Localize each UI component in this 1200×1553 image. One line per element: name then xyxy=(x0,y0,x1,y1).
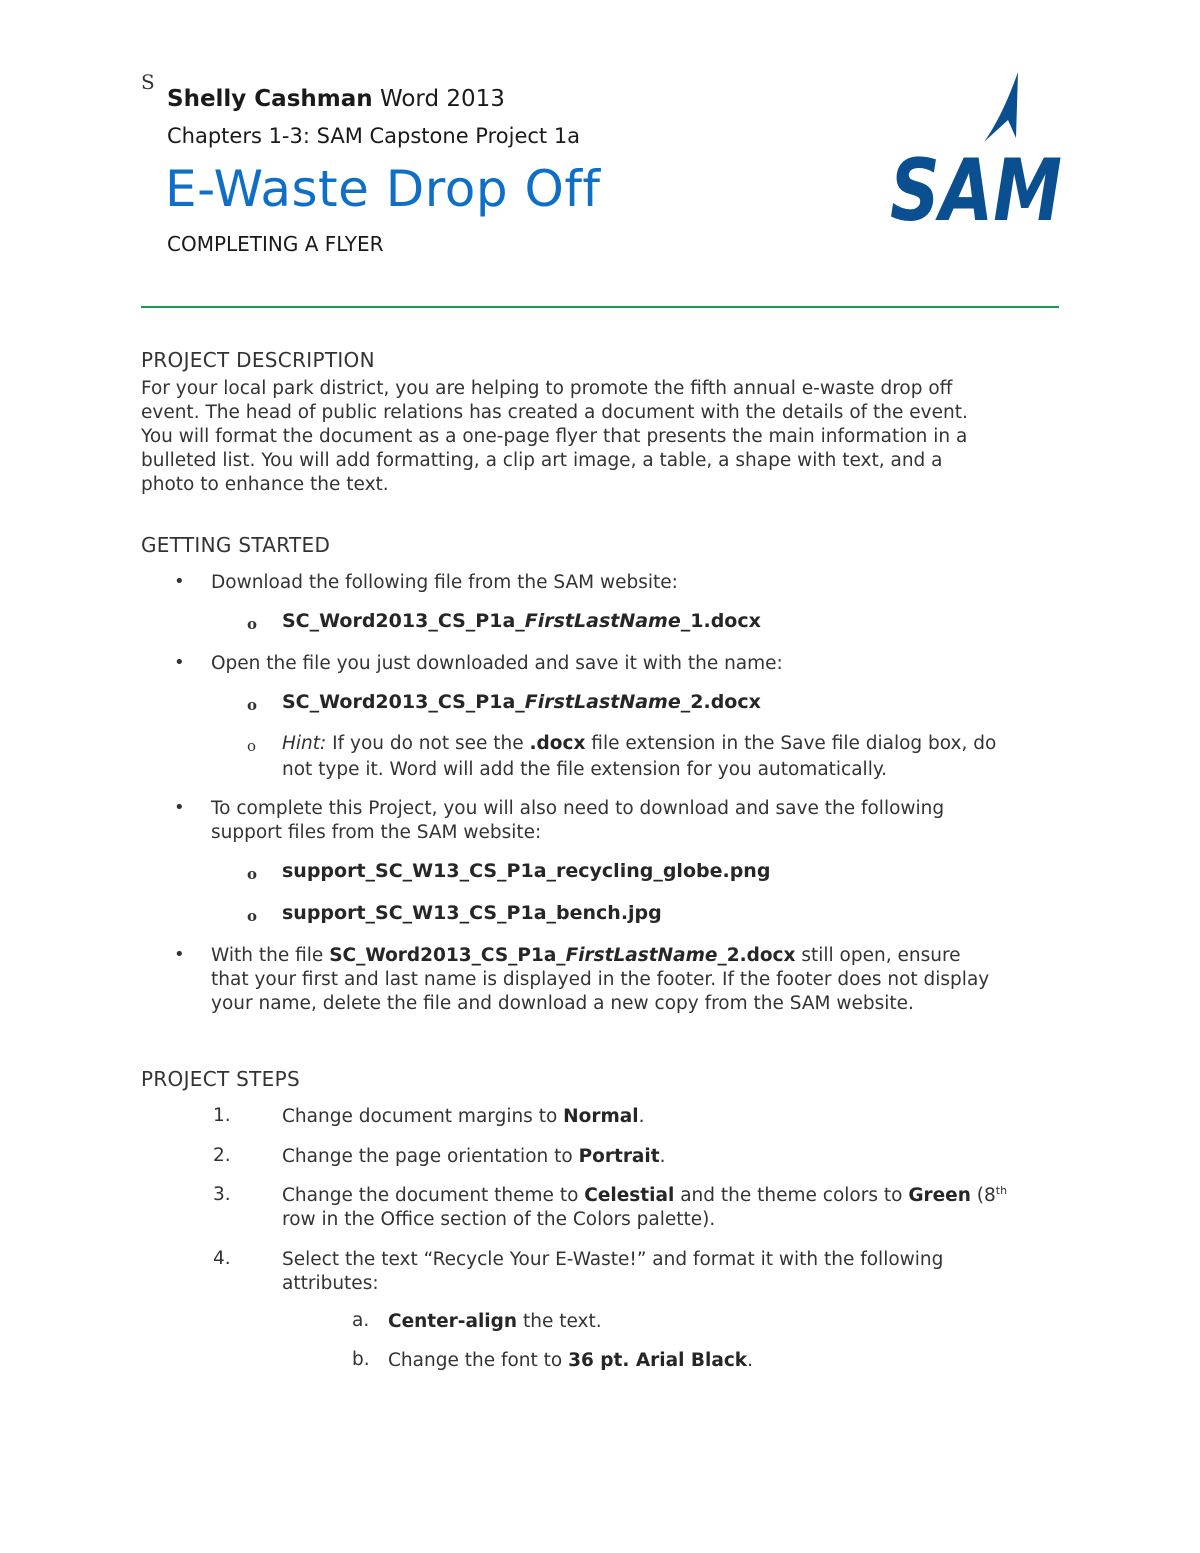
sub-bullet-icon: o xyxy=(247,907,258,925)
header-divider xyxy=(141,306,1059,308)
substep-a xyxy=(388,1310,602,1334)
filename-prefix: SC_Word2013_CS_P1a_ xyxy=(329,945,566,966)
superscript: th xyxy=(995,1183,1008,1197)
bullet-icon: • xyxy=(174,944,185,965)
substep-b xyxy=(388,1349,753,1373)
sub-bullet-icon: o xyxy=(247,737,257,755)
text-part: . xyxy=(659,1146,666,1167)
text-part: Change the font to xyxy=(388,1350,569,1371)
bullet-line: that your first and last name is displayed in the footer. If the footer does not display xyxy=(211,969,990,990)
step-line: attributes: xyxy=(282,1273,379,1294)
emphasis: Portrait xyxy=(578,1146,660,1167)
description-line: bulleted list. You will add formatting, a clip art image, a table, a shape with text, and a xyxy=(141,450,943,471)
description-line: photo to enhance the text. xyxy=(141,474,389,495)
filename-1 xyxy=(282,610,761,632)
step-number: 3. xyxy=(213,1184,231,1205)
bullet-icon: • xyxy=(174,797,185,818)
description-line: You will format the document as a one-page flyer that presents the main information in a xyxy=(141,426,968,447)
step-number: 1. xyxy=(213,1105,231,1126)
product-name: Word 2013 xyxy=(372,86,505,112)
text-part: Change the page orientation to xyxy=(282,1146,579,1167)
bullet-open-save: Open the file you just downloaded and save it with the name: xyxy=(211,653,783,674)
bullet-line xyxy=(211,944,1061,968)
text-part: With the file xyxy=(211,945,330,966)
bullet-footer-check xyxy=(211,944,1061,1016)
text-part: still open, ensure xyxy=(795,945,961,966)
header-line-1 xyxy=(167,86,505,112)
emphasis: Normal xyxy=(563,1106,639,1127)
description-paragraph xyxy=(141,377,1061,497)
hint-label: Hint: xyxy=(282,733,327,754)
bullet-line: support files from the SAM website: xyxy=(211,822,542,843)
hint-part: file extension in the Save file dialog box, do xyxy=(585,733,997,754)
substep-letter: b. xyxy=(352,1349,370,1370)
sub-bullet-icon: o xyxy=(247,696,258,714)
bullet-line: To complete this Project, you will also need to download and save the following xyxy=(211,798,945,819)
support-file-2: support_SC_W13_CS_P1a_bench.jpg xyxy=(282,902,662,924)
section-heading-description: PROJECT DESCRIPTION xyxy=(141,348,375,372)
step-4 xyxy=(282,1248,1062,1296)
emphasis: 36 pt. Arial Black xyxy=(568,1350,748,1371)
filename-prefix: SC_Word2013_CS_P1a_ xyxy=(282,610,525,632)
step-2 xyxy=(282,1145,666,1169)
sub-bullet-icon: o xyxy=(247,615,258,633)
filename-suffix: _2.docx xyxy=(717,945,796,966)
step-line: row in the Office section of the Colors palette). xyxy=(282,1209,716,1230)
text-part: (8 xyxy=(970,1185,996,1206)
description-line: event. The head of public relations has created a document with the details of the event. xyxy=(141,402,968,423)
step-1 xyxy=(282,1105,644,1129)
bullet-download: Download the following file from the SAM website: xyxy=(211,572,678,593)
hint-part: If you do not see the xyxy=(326,733,530,754)
emphasis: Green xyxy=(908,1185,971,1206)
step-line: Select the text “Recycle Your E-Waste!” and format it with the following xyxy=(282,1249,944,1270)
corner-letter: S xyxy=(141,70,155,94)
support-file-1: support_SC_W13_CS_P1a_recycling_globe.png xyxy=(282,860,771,882)
hint-extension: .docx xyxy=(529,733,586,754)
page-title: E-Waste Drop Off xyxy=(165,160,601,218)
substep-letter: a. xyxy=(352,1310,370,1331)
sam-logo-sail-icon xyxy=(984,72,1018,142)
header-line-2: Chapters 1-3: SAM Capstone Project 1a xyxy=(167,124,581,148)
description-line: For your local park district, you are helping to promote the fifth annual e-waste drop off xyxy=(141,378,953,399)
sub-bullet-icon: o xyxy=(247,865,258,883)
hint-line-1 xyxy=(282,732,1062,756)
emphasis: Celestial xyxy=(584,1185,675,1206)
text-part: and the theme colors to xyxy=(674,1185,909,1206)
step-line xyxy=(282,1184,1062,1208)
bullet-line: your name, delete the file and download a new copy from the SAM website. xyxy=(211,993,914,1014)
hint-line-2: not type it. Word will add the file extension for you automatically. xyxy=(282,759,888,780)
filename-placeholder: FirstLastName xyxy=(524,691,681,713)
section-heading-getting-started: GETTING STARTED xyxy=(141,533,331,557)
filename-2 xyxy=(282,691,761,713)
text-part: Change the document theme to xyxy=(282,1185,585,1206)
sam-logo-text: SAM xyxy=(890,141,1062,241)
step-3 xyxy=(282,1184,1062,1232)
text-part: the text. xyxy=(517,1311,602,1332)
page-subtitle: COMPLETING A FLYER xyxy=(167,232,384,256)
bullet-icon: • xyxy=(174,571,185,592)
sam-logo xyxy=(886,70,1064,241)
step-number: 4. xyxy=(213,1248,231,1269)
text-part: . xyxy=(638,1106,645,1127)
step-number: 2. xyxy=(213,1145,231,1166)
filename-suffix: _2.docx xyxy=(680,691,761,713)
filename-prefix: SC_Word2013_CS_P1a_ xyxy=(282,691,525,713)
sam-logo-graphic xyxy=(886,70,1064,241)
filename-suffix: _1.docx xyxy=(680,610,761,632)
filename-placeholder: FirstLastName xyxy=(524,610,681,632)
filename-placeholder: FirstLastName xyxy=(565,945,718,966)
emphasis: Center-align xyxy=(388,1311,518,1332)
bullet-support-files xyxy=(211,797,944,845)
text-part: Change document margins to xyxy=(282,1106,564,1127)
hint-text xyxy=(282,732,1062,782)
bullet-icon: • xyxy=(174,652,185,673)
publisher-name: Shelly Cashman xyxy=(167,86,373,112)
text-part: . xyxy=(747,1350,753,1371)
section-heading-steps: PROJECT STEPS xyxy=(141,1067,300,1091)
